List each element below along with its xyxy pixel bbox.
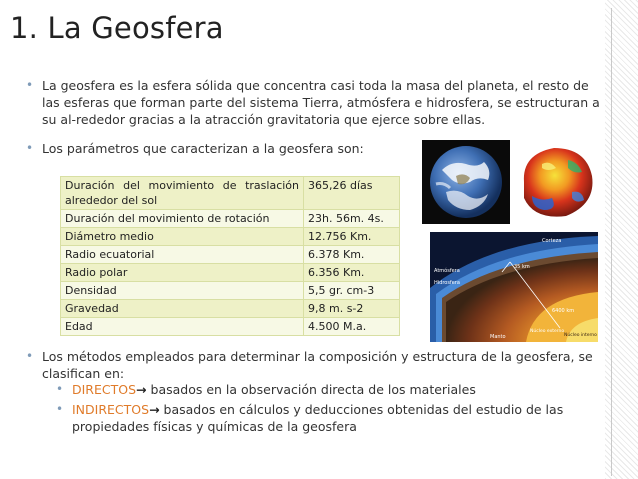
label-nucleo-externo: Núcleo externo — [530, 329, 565, 334]
bullet-methods — [26, 348, 602, 382]
table-row — [61, 177, 400, 210]
arrow-right-icon: → — [149, 402, 160, 417]
label-hidrosfera: Hidrosfera — [434, 280, 460, 286]
param-value: 5,5 gr. cm-3 — [304, 282, 400, 300]
arrow-right-icon: → — [136, 382, 147, 397]
param-value: 23h. 56m. 4s. — [304, 210, 400, 228]
param-name: Radio ecuatorial — [61, 246, 304, 264]
bullet-dot-icon: • — [56, 382, 64, 396]
param-name: Duración del movimiento de rotación — [61, 210, 304, 228]
direct-label: DIRECTOS — [72, 382, 137, 397]
decorative-hatch-border — [605, 0, 638, 479]
table-row — [61, 264, 400, 282]
sub-bullet-direct — [56, 381, 602, 398]
label-nucleo-interno: Núcleo interno — [564, 333, 597, 338]
bullet-dot-icon: • — [56, 402, 64, 416]
bullet-intro — [26, 77, 602, 128]
bullet-dot-icon: • — [26, 141, 34, 155]
table-row — [61, 318, 400, 336]
parameters-table — [60, 176, 400, 336]
param-value: 6.356 Km. — [304, 264, 400, 282]
table-row — [61, 300, 400, 318]
earth-layers-diagram — [430, 232, 598, 342]
indirect-text: basados en cálculos y deducciones obtenidas del estudio de las propiedades físicas y químicas de la geosfera — [72, 402, 564, 434]
bullet-params-text: Los parámetros que caracterizan a la geosfera son: — [42, 141, 364, 156]
earth-photo — [422, 140, 510, 224]
param-name: Radio polar — [61, 264, 304, 282]
param-value: 6.378 Km. — [304, 246, 400, 264]
label-35km: 35 km — [514, 264, 530, 270]
earth-globe-icon — [422, 140, 510, 224]
table-row — [61, 210, 400, 228]
label-6400km: 6400 km — [552, 308, 575, 314]
param-name: Densidad — [61, 282, 304, 300]
sub-bullet-indirect — [56, 401, 602, 435]
label-manto: Manto — [490, 334, 506, 340]
bullet-intro-text: La geosfera es la esfera sólida que concentra casi toda la masa del planeta, el resto de las esferas que forman parte del sistema Tierra, atmósfera e hidrosfera, se estructuran a su al-rededor gracias a la atracción gravitatoria que ejerce sobre ellas. — [42, 78, 600, 127]
decorative-border-line — [611, 8, 612, 476]
param-name: Diámetro medio — [61, 228, 304, 246]
table-row — [61, 282, 400, 300]
geoid-potato-icon — [512, 140, 600, 224]
param-value: 4.500 M.a. — [304, 318, 400, 336]
param-name: Gravedad — [61, 300, 304, 318]
label-atmosfera: Atmósfera — [434, 268, 460, 274]
param-value: 365,26 días — [304, 177, 400, 210]
indirect-label: INDIRECTOS — [72, 402, 150, 417]
bullet-params — [26, 140, 422, 157]
direct-text: basados en la observación directa de los materiales — [146, 382, 476, 397]
bullet-methods-text: Los métodos empleados para determinar la composición y estructura de la geosfera, se clasifican en: — [42, 349, 593, 381]
param-value: 12.756 Km. — [304, 228, 400, 246]
label-corteza: Corteza — [542, 238, 562, 244]
table-row — [61, 228, 400, 246]
table-row — [61, 246, 400, 264]
earth-cross-section-icon — [430, 232, 598, 342]
param-name: Edad — [61, 318, 304, 336]
param-value: 9,8 m. s-2 — [304, 300, 400, 318]
bullet-dot-icon: • — [26, 349, 34, 363]
slide-title: 1. La Geosfera — [10, 11, 224, 45]
param-name: Duración del movimiento de traslación alrededor del sol — [61, 177, 304, 210]
geoid-image — [512, 140, 600, 224]
bullet-dot-icon: • — [26, 78, 34, 92]
